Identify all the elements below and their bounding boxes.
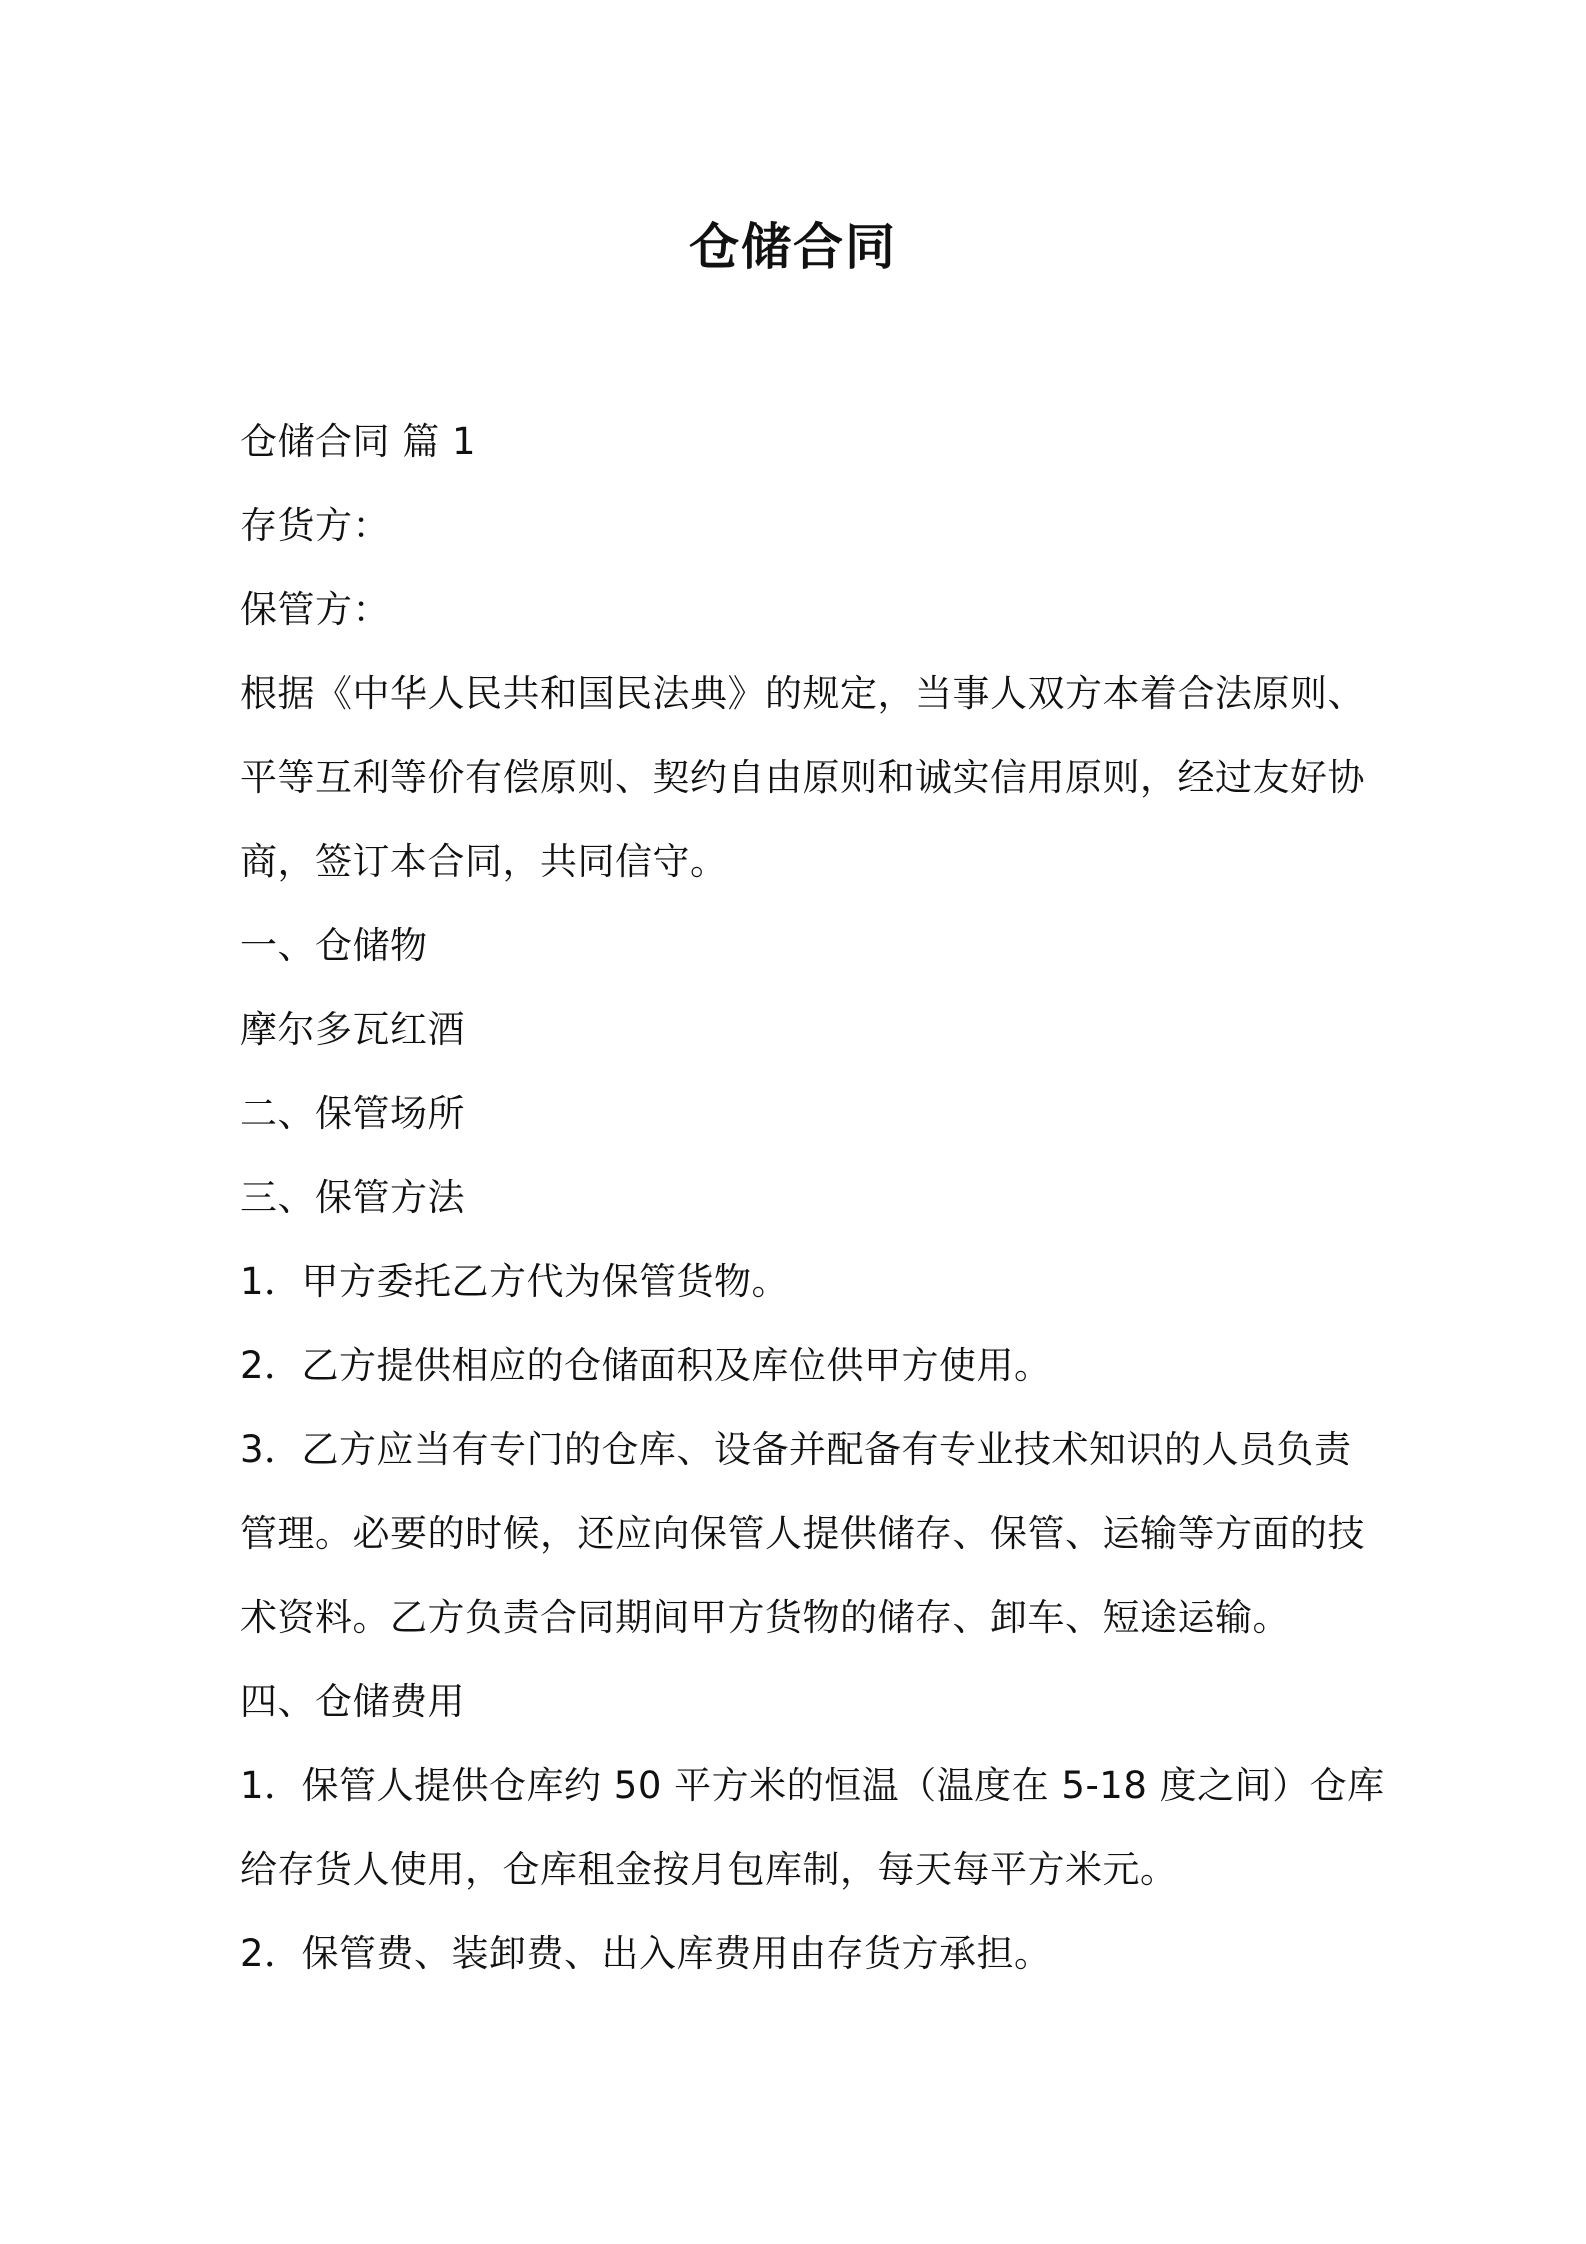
method-clause-3-line-3: 术资料。乙方负责合同期间甲方货物的储存、卸车、短途运输。 [240, 1596, 1290, 1639]
depositor-line: 存货方： [240, 504, 390, 547]
method-clause-2: 2．乙方提供相应的仓储面积及库位供甲方使用。 [240, 1344, 1052, 1387]
fees-clause-1-line-2: 给存货人使用，仓库租金按月包库制，每天每平方米元。 [240, 1848, 1178, 1891]
section-heading-part-1: 仓储合同 篇 1 [240, 420, 477, 463]
method-clause-3-line-1: 3．乙方应当有专门的仓库、设备并配备有专业技术知识的人员负责 [240, 1428, 1352, 1471]
custodian-line: 保管方： [240, 588, 390, 631]
document-body [240, 400, 1385, 1996]
fees-clause-1-line-1: 1．保管人提供仓库约 50 平方米的恒温（温度在 5-18 度之间）仓库 [240, 1764, 1385, 1807]
goods-description: 摩尔多瓦红酒 [240, 1008, 465, 1051]
document-title: 仓储合同 [689, 218, 897, 276]
preamble-line-3: 商，签订本合同，共同信守。 [240, 840, 728, 883]
method-clause-1: 1．甲方委托乙方代为保管货物。 [240, 1260, 790, 1303]
section-fees-heading: 四、仓储费用 [240, 1680, 465, 1723]
preamble-line-1: 根据《中华人民共和国民法典》的规定，当事人双方本着合法原则、 [240, 672, 1365, 715]
preamble-line-2: 平等互利等价有偿原则、契约自由原则和诚实信用原则，经过友好协 [240, 756, 1365, 799]
fees-clause-2: 2．保管费、装卸费、出入库费用由存货方承担。 [240, 1932, 1052, 1975]
section-method-heading: 三、保管方法 [240, 1176, 465, 1219]
section-location-heading: 二、保管场所 [240, 1092, 465, 1135]
method-clause-3-line-2: 管理。必要的时候，还应向保管人提供储存、保管、运输等方面的技 [240, 1512, 1365, 1555]
section-goods-heading: 一、仓储物 [240, 924, 428, 967]
